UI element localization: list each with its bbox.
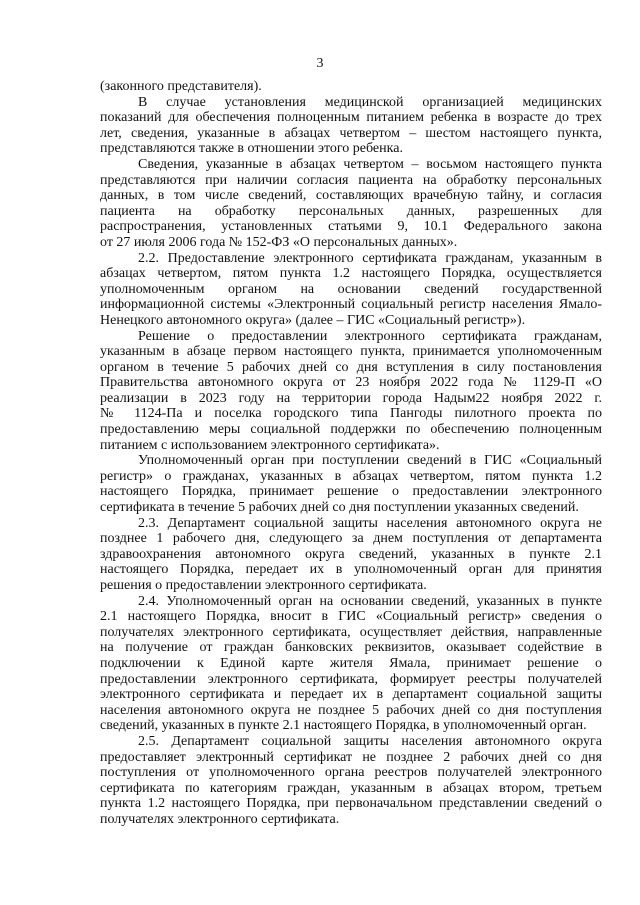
text-line: указанным в абзаце первом настоящего пункта, принимается уполномоченным [100,344,602,360]
text-line: 2.3. Департамент социальной защиты населения автономного округа не [138,515,602,531]
text-line: предоставлении электронного сертификата, формирует реестры получателей [100,671,602,687]
text-line: настоящего Порядка, передает их в уполномоченный орган для принятия [100,562,602,578]
page-number: 3 [316,56,324,71]
text-line: 2.1 настоящего Порядка, вносит в ГИС «Социальный регистр» сведения о [100,609,602,625]
text-line: питанием с использованием электронного сертификата». [100,437,440,453]
text-line: настоящего Порядка, принимает решение о предоставлении электронного [100,484,602,500]
text-line: получателях электронного сертификата, осуществляет действия, направленные [100,624,602,640]
paragraph [100,734,602,828]
text-line: 2.4. Уполномоченный орган на основании сведений, указанных в пункте [138,593,602,609]
text-line: данных, в том числе сведений, составляющих врачебную тайну, и согласия [100,188,602,204]
text-line: реализации в 2023 году на территории города Надым22 ноября 2022 г. [100,390,602,406]
text-line: В случае установления медицинской организацией медицинских [138,94,602,110]
text-line: Ненецкого автономного округа» (далее – ГИС «Социальный регистр»). [100,312,526,328]
paragraph [100,251,602,329]
text-line: показаний для обеспечения полноценным питанием ребенка в возрасте до трех [100,110,602,126]
text-line: информационной системы «Электронный социальный регистр населения Ямало- [100,297,602,313]
text-line: Уполномоченный орган при поступлении сведений в ГИС «Социальный [138,453,602,469]
paragraph [100,157,602,251]
text-line: сведений, указанных в пункте 2.1 настоящего Порядка, в уполномоченный орган. [100,718,587,734]
text-line: на получение от граждан банковских реквизитов, оказывает содействие в [100,640,602,656]
text-line: пациента на обработку персональных данных, разрешенных для [100,203,602,219]
text-line: позднее 1 рабочего дня, следующего за днем поступления от департамента [100,531,602,547]
paragraph [100,329,602,454]
paragraph [100,95,602,157]
text-line: подключении к Единой карте жителя Ямала, принимает решение о [100,655,602,671]
text-line: решения о предоставлении электронного сертификата. [100,578,427,593]
text-line: Решение о предоставлении электронного сертификата гражданам, [138,328,602,344]
text-line: сертификата по категориям граждан, указанным в абзацах втором, третьем [100,780,602,796]
text-line: представляются также в отношении этого ребенка. [100,141,403,157]
text-line: 2.2. Предоставление электронного сертификата гражданам, указанным в [138,250,602,266]
text-line: здравоохранения автономного округа сведений, указанных в пункте 2.1 [100,546,602,562]
text-line: получателях электронного сертификата. [100,811,340,827]
text-line: поступления от уполномоченного органа реестров получателей электронного [100,765,602,781]
text-line: органом в течение 5 рабочих дней со дня вступления в силу постановления [100,359,602,375]
document-body [100,79,602,828]
text-line: предоставляет электронный сертификат не позднее 2 рабочих дней со дня [100,749,602,765]
text-line: уполномоченным органом на основании сведений государственной [100,281,602,297]
text-line: от 27 июля 2006 года № 152-ФЗ «О персональных данных». [100,234,458,250]
text-line: Сведения, указанные в абзацах четвертом – восьмом настоящего пункта [138,156,602,172]
paragraph [100,516,602,594]
paragraph [100,79,602,95]
paragraph [100,594,602,734]
text-line: сертификата в течение 5 рабочих дней со дня поступлении указанных сведений. [100,500,579,516]
text-line: предоставлению меры социальной поддержки по обеспечению полноценным [100,422,602,438]
text-line: населения автономного округа не позднее 5 рабочих дней со дня поступления [100,702,602,718]
text-line: представляются при наличии согласия пациента на обработку персональных [100,172,602,188]
text-line: № 1124-Па и поселка городского типа Пангоды пилотного проекта по [100,406,602,422]
text-line: 2.5. Департамент социальной защиты населения автономного округа [138,733,602,749]
text-line: регистр» о гражданах, указанных в абзацах четвертом, пятом пункта 1.2 [100,468,602,484]
text-line: (законного представителя). [100,79,262,94]
text-line: электронного сертификата и передает их в департамент социальной защиты [100,687,602,703]
text-line: Правительства автономного округа от 23 ноября 2022 года № 1129-П «О [100,375,602,391]
text-line: пункта 1.2 настоящего Порядка, при первоначальном представлении сведений о [100,796,602,812]
text-line: абзацах четвертом, пятом пункта 1.2 настоящего Порядка, осуществляется [100,266,602,282]
text-line: распространения, установленных статьями 9, 10.1 Федерального закона [100,219,602,235]
text-line: лет, сведения, указанные в абзацах четвертом – шестом настоящего пункта, [100,125,602,141]
paragraph [100,453,602,515]
